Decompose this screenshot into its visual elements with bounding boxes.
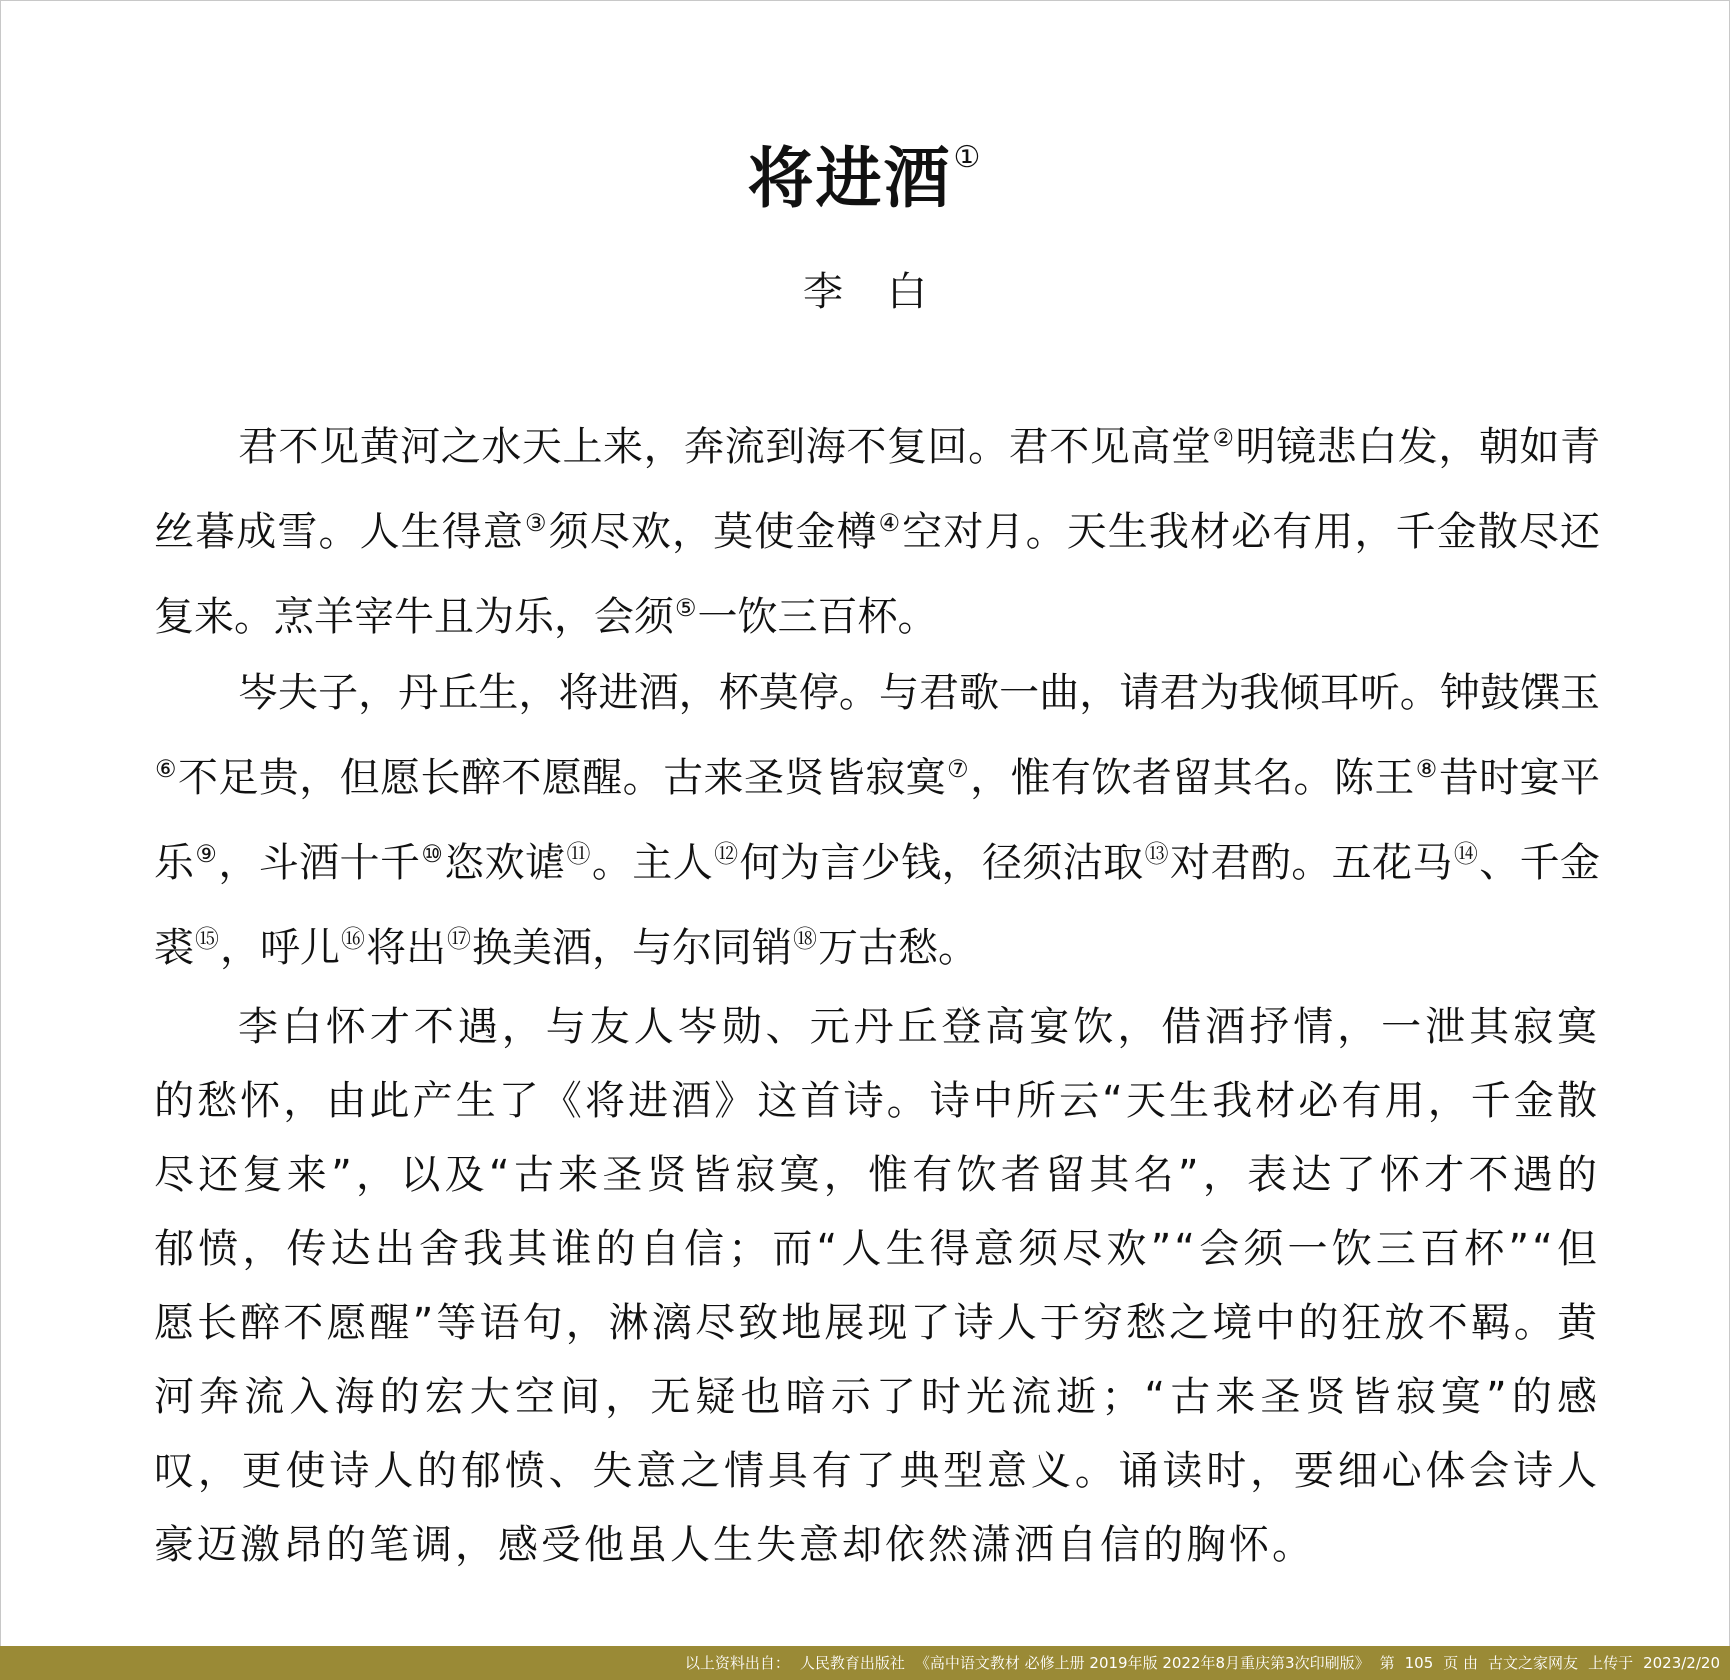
footer-upload-date: 2023/2/20 bbox=[1643, 1654, 1720, 1672]
footer-source-label: 以上资料出自： bbox=[684, 1654, 790, 1672]
footer-uploader: 古文之家网友 bbox=[1488, 1654, 1579, 1672]
poem-paragraph-2 bbox=[154, 655, 1600, 986]
poem-text: 恣欢谑 bbox=[444, 840, 566, 886]
poem-text: ，呼儿 bbox=[220, 925, 340, 971]
analysis-section bbox=[154, 990, 1600, 1582]
poem-text: 换美酒，与尔同销 bbox=[472, 925, 792, 971]
poem-text: 岑夫子，丹丘生，将进酒，杯莫停。与君歌一曲，请君为我倾耳听。钟鼓馔玉 bbox=[238, 670, 1600, 716]
footnote-marker: ② bbox=[1212, 424, 1235, 452]
footnote-marker: ⑱ bbox=[793, 925, 817, 953]
poem-body bbox=[154, 400, 1600, 986]
footnote-marker: ⑪ bbox=[566, 840, 591, 868]
footnote-marker: ④ bbox=[878, 509, 902, 537]
footnote-marker: ⑤ bbox=[675, 594, 697, 622]
poem-text: 须尽欢，莫使金樽 bbox=[548, 509, 878, 555]
footnote-marker: ⑯ bbox=[341, 925, 365, 953]
footnote-marker: ⑧ bbox=[1415, 755, 1438, 783]
title-footnote-marker: ① bbox=[953, 140, 983, 175]
footnote-marker: ⑨ bbox=[195, 840, 218, 868]
footer-page-number: 105 bbox=[1404, 1654, 1434, 1672]
poem-text: 对君酌。五花马 bbox=[1169, 840, 1453, 886]
poem-text: 将出 bbox=[366, 925, 446, 971]
footer-publisher: 人民教育出版社 bbox=[799, 1654, 905, 1672]
footer-page-prefix: 第 bbox=[1379, 1654, 1395, 1672]
source-footer-bar bbox=[0, 1646, 1730, 1680]
poem-text: 君不见黄河之水天上来，奔流到海不复回。君不见高堂 bbox=[238, 424, 1212, 470]
analysis-paragraph: 李白怀才不遇，与友人岑勋、元丹丘登高宴饮，借酒抒情，一泄其寂寞的愁怀，由此产生了《将进酒》这首诗。诗中所云“天生我材必有用，千金散尽还复来”，以及“古来圣贤皆寂寞，惟有饮者留其名”，表达了怀才不遇的郁愤，传达出舍我其谁的自信；而“人生得意须尽欢”“会须一饮三百杯”“但愿长醉不愿醒”等语句，淋漓尽致地展现了诗人于穷愁之境中的狂放不羁。黄河奔流入海的宏大空间，无疑也暗示了时光流逝；“古来圣贤皆寂寞”的感叹，更使诗人的郁愤、失意之情具有了典型意义。诵读时，要细心体会诗人豪迈激昂的笔调，感受他虽人生失意却依然潇洒自信的胸怀。 bbox=[154, 1004, 1600, 1568]
footnote-marker: ⑥ bbox=[155, 755, 177, 783]
poem-author: 李白 bbox=[803, 269, 971, 315]
footer-upload-label: 上传于 bbox=[1588, 1654, 1634, 1672]
poem-text: 一饮三百杯。 bbox=[697, 594, 938, 640]
poem-text: 不足贵，但愿长醉不愿醒。古来圣贤皆寂寞 bbox=[177, 755, 947, 801]
poem-text: 明镜悲白发，朝如青丝暮成雪。人生得意 bbox=[154, 424, 1601, 555]
footer-book: 《高中语文教材 必修上册 2019年版 2022年8月重庆第3次印刷版》 bbox=[914, 1654, 1370, 1672]
footer-page-suffix: 页 由 bbox=[1443, 1654, 1479, 1672]
poem-title bbox=[0, 118, 1730, 218]
footnote-marker: ⑭ bbox=[1453, 840, 1479, 868]
footnote-marker: ⑬ bbox=[1144, 840, 1169, 868]
footnote-marker: ⑫ bbox=[714, 840, 739, 868]
footnote-marker: ⑮ bbox=[195, 925, 219, 953]
poem-text: 。主人 bbox=[591, 840, 714, 886]
poem-text: 昔时宴平乐 bbox=[154, 755, 1601, 886]
footnote-marker: ③ bbox=[525, 509, 548, 537]
poem-text: 万古愁。 bbox=[818, 925, 978, 971]
poem-text: 何为言少钱，径须沽取 bbox=[739, 840, 1144, 886]
poem-text: ，斗酒十千 bbox=[218, 840, 421, 886]
footnote-marker: ⑩ bbox=[421, 840, 444, 868]
poem-text: ，惟有饮者留其名。陈王 bbox=[970, 755, 1415, 801]
footnote-marker: ⑦ bbox=[947, 755, 970, 783]
poem-text: 、千金裘 bbox=[154, 840, 1601, 971]
footnote-marker: ⑰ bbox=[447, 925, 471, 953]
poem-text: 空对月。天生我材必有用，千金散尽还复来。烹羊宰牛且为乐，会须 bbox=[154, 509, 1601, 640]
poem-paragraph-1 bbox=[154, 400, 1600, 655]
poem-title-text: 将进酒 bbox=[747, 139, 952, 217]
